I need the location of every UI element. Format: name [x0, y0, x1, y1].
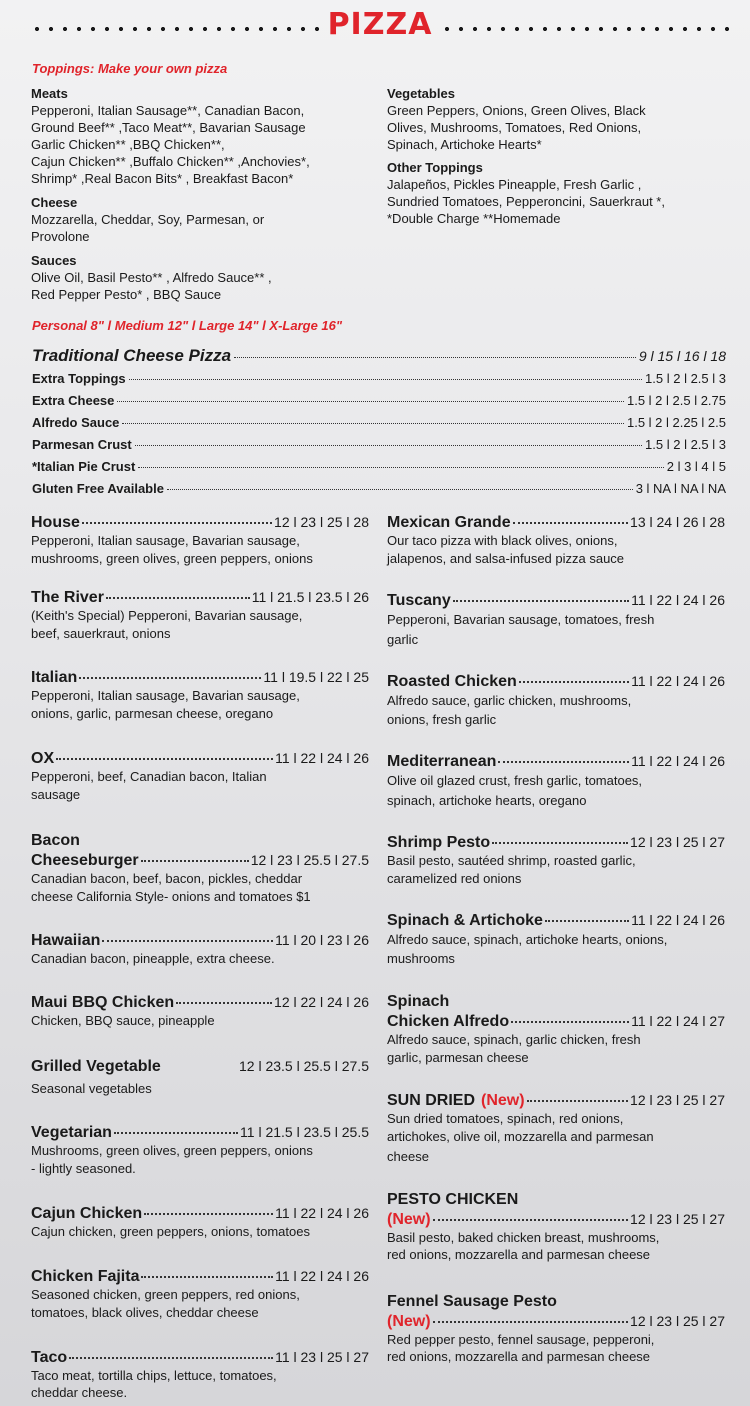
- pizza-name: Tuscany: [387, 592, 451, 609]
- page-title: PIZZA: [327, 6, 433, 42]
- pizza-name: OX: [31, 750, 55, 767]
- meats-line: Shrimp* ,Real Bacon Bits* , Breakfast Bacon*: [31, 171, 294, 186]
- extra-label: Gluten Free Available: [32, 481, 164, 496]
- pizza-price: 11 l 22 l 24 l 27: [631, 1013, 725, 1029]
- vegetables-line: Spinach, Artichoke Hearts*: [387, 137, 542, 152]
- pizza-price: 12 l 23 l 25 l 27: [630, 1092, 725, 1108]
- pizza-item-pesto-chicken: [387, 1189, 725, 1263]
- pizza-item-hawaiian: [31, 932, 369, 968]
- dotted-leader: [106, 597, 250, 599]
- pizza-name: Vegetarian: [31, 1124, 112, 1141]
- vegetables-line: Olives, Mushrooms, Tomatoes, Red Onions,: [387, 120, 642, 135]
- pizza-price: 11 l 22 l 24 l 26: [275, 1268, 369, 1284]
- pizza-desc-line: Pepperoni, beef, Canadian bacon, Italian: [31, 769, 267, 784]
- pizza-desc-line: Seasonal vegetables: [31, 1081, 152, 1096]
- dotted-leader: [545, 920, 629, 922]
- dotted-leader: [433, 1219, 628, 1221]
- pizza-item-roasted-chicken: [387, 673, 725, 729]
- pizza-desc-line: spinach, artichoke hearts, oregano: [387, 793, 587, 808]
- pizza-name: Mediterranean: [387, 753, 497, 770]
- pizza-name: The River: [31, 589, 104, 606]
- pizza-name: Italian: [31, 669, 78, 686]
- pizza-item-grilled-vegetable: [31, 1058, 369, 1098]
- pizza-price: 11 l 20 l 23 l 26: [275, 932, 369, 948]
- vegetables-line: Green Peppers, Onions, Green Olives, Black: [387, 103, 646, 118]
- dotted-leader: [527, 1100, 628, 1102]
- pizza-price: 12 l 23 l 25.5 l 27.5: [250, 852, 369, 868]
- cheese-line: Mozzarella, Cheddar, Soy, Parmesan, or: [31, 212, 265, 227]
- pizza-desc-line: beef, sauerkraut, onions: [31, 626, 171, 641]
- vegetables-list: [387, 102, 732, 153]
- extra-label: *Italian Pie Crust: [32, 459, 136, 474]
- pizza-item-tuscany: [387, 592, 725, 650]
- pizza-desc-line: Chicken, BBQ sauce, pineapple: [31, 1013, 215, 1028]
- pizza-desc-line: Cajun chicken, green peppers, onions, tomatoes: [31, 1224, 310, 1239]
- pizza-desc-line: Basil pesto, sautéed shrimp, roasted garlic,: [387, 853, 636, 868]
- pizza-name: Spinach & Artichoke: [387, 912, 543, 929]
- sauces-heading: Sauces: [31, 253, 77, 268]
- dotted-leader: [114, 1132, 238, 1134]
- pizza-item-the-river: [31, 589, 369, 643]
- dotted-leader: [492, 842, 628, 844]
- dotted-leader: [513, 522, 628, 524]
- toppings-right-column: [387, 85, 732, 227]
- extra-row: [32, 459, 726, 474]
- pizza-desc-line: Canadian bacon, pineapple, extra cheese.: [31, 951, 275, 966]
- extra-price: 1.5 l 2 l 2.25 l 2.5: [626, 415, 726, 430]
- dotted-leader: [511, 1021, 629, 1023]
- pizza-desc-line: Mushrooms, green olives, green peppers, onions: [31, 1143, 313, 1158]
- dotted-leader: [79, 677, 261, 679]
- new-badge: (New): [387, 1313, 431, 1330]
- pizza-price: 12 l 23 l 25 l 27: [630, 1211, 725, 1227]
- pizza-desc-line: Red pepper pesto, fennel sausage, pepperoni,: [387, 1332, 655, 1347]
- pizza-item-italian: [31, 669, 369, 723]
- pizza-item-mediterranean: [387, 753, 725, 811]
- pizza-name: Mexican Grande: [387, 514, 511, 531]
- pizza-desc-line: Olive oil glazed crust, fresh garlic, tomatoes,: [387, 773, 643, 788]
- meats-line: Ground Beef** ,Taco Meat**, Bavarian Sausage: [31, 120, 306, 135]
- extra-row: [32, 393, 726, 408]
- dotted-leader: [69, 1357, 273, 1359]
- dotted-leader: [234, 357, 636, 358]
- extra-label: Extra Cheese: [32, 393, 115, 408]
- extra-price: 3 l NA l NA l NA: [635, 481, 726, 496]
- pizza-desc-line: mushrooms, green olives, green peppers, onions: [31, 551, 313, 566]
- pizza-desc-line: Alfredo sauce, spinach, garlic chicken, fresh: [387, 1032, 641, 1047]
- pizza-name: PESTO CHICKEN: [387, 1191, 519, 1208]
- dotted-rule-left: [30, 26, 320, 32]
- pizza-desc-line: onions, fresh garlic: [387, 712, 497, 727]
- extra-label: Alfredo Sauce: [32, 415, 120, 430]
- pizza-desc-line: Alfredo sauce, spinach, artichoke hearts, onions,: [387, 932, 668, 947]
- pizza-price: 13 l 24 l 26 l 28: [630, 514, 725, 530]
- pizza-desc-line: - lightly seasoned.: [31, 1161, 136, 1176]
- pizza-price: 11 l 22 l 24 l 26: [631, 673, 725, 689]
- pizza-desc-line: Canadian bacon, beef, bacon, pickles, cheddar: [31, 871, 303, 886]
- extra-label: Extra Toppings: [32, 371, 126, 386]
- meats-line: Garlic Chicken** ,BBQ Chicken**,: [31, 137, 225, 152]
- dotted-leader: [167, 489, 633, 490]
- pizza-desc-line: garlic: [387, 632, 419, 647]
- pizza-desc-line: Pepperoni, Bavarian sausage, tomatoes, fresh: [387, 612, 655, 627]
- dotted-leader: [141, 1276, 273, 1278]
- extra-row: [32, 437, 726, 452]
- pizza-name: House: [31, 514, 80, 531]
- meats-line: Pepperoni, Italian Sausage**, Canadian Bacon,: [31, 103, 305, 118]
- pizza-price: 12 l 22 l 24 l 26: [274, 994, 369, 1010]
- pizza-item-cajun-chicken: [31, 1205, 369, 1241]
- dotted-leader: [453, 600, 629, 602]
- pizza-price: 11 l 22 l 24 l 26: [631, 753, 725, 769]
- pizza-item-spinach-artichoke: [387, 912, 725, 968]
- cheese-line: Provolone: [31, 229, 90, 244]
- pizza-desc-line: Seasoned chicken, green peppers, red onions,: [31, 1287, 300, 1302]
- pizza-desc-line: garlic, parmesan cheese: [387, 1050, 529, 1065]
- pizza-desc-line: red onions, mozzarella and parmesan cheese: [387, 1247, 651, 1262]
- pizza-price: 11 l 21.5 l 23.5 l 26: [251, 589, 369, 605]
- pizza-desc-line: cheese California Style- onions and tomatoes $1: [31, 889, 311, 904]
- pizza-item-ox: [31, 750, 369, 804]
- pizza-name: Cajun Chicken: [31, 1205, 143, 1222]
- pizza-price: 11 l 22 l 24 l 26: [275, 1205, 369, 1221]
- extra-price: 2 l 3 l 4 l 5: [666, 459, 726, 474]
- pizza-desc-line: Pepperoni, Italian sausage, Bavarian sausage,: [31, 533, 300, 548]
- pizza-price: 12 l 23.5 l 25.5 l 27.5: [239, 1058, 369, 1074]
- pizza-item-spinach-chicken-alfredo: [387, 991, 725, 1067]
- other-toppings-list: [387, 176, 732, 227]
- pizza-item-maui-bbq-chicken: [31, 994, 369, 1030]
- pizza-desc-line: Our taco pizza with black olives, onions,: [387, 533, 618, 548]
- pizza-item-house: [31, 514, 369, 568]
- extra-row: [32, 415, 726, 430]
- pizza-item-fennel-sausage-pesto: [387, 1291, 725, 1365]
- pizza-price: 11 l 23 l 25 l 27: [275, 1349, 369, 1365]
- dotted-rule-right: [440, 26, 730, 32]
- pizza-name: Bacon: [31, 832, 80, 849]
- pizza-price: 11 l 19.5 l 22 l 25: [263, 669, 369, 685]
- pizza-desc-line: (Keith's Special) Pepperoni, Bavarian sausage,: [31, 608, 303, 623]
- extra-price: 1.5 l 2 l 2.5 l 2.75: [626, 393, 726, 408]
- new-badge: (New): [387, 1211, 431, 1228]
- dotted-leader: [129, 379, 642, 380]
- extra-row: [32, 371, 726, 386]
- pizza-desc-line: Taco meat, tortilla chips, lettuce, tomatoes,: [31, 1368, 277, 1383]
- other-toppings-line: *Double Charge **Homemade: [387, 211, 561, 226]
- pizza-desc-line: red onions, mozzarella and parmesan cheese: [387, 1349, 651, 1364]
- pizza-price: 11 l 22 l 24 l 26: [631, 592, 725, 608]
- sauces-line: Olive Oil, Basil Pesto** , Alfredo Sauce** ,: [31, 270, 272, 285]
- pizza-desc-line: jalapenos, and salsa-infused pizza sauce: [387, 551, 625, 566]
- pizza-name: Fennel Sausage Pesto: [387, 1293, 557, 1310]
- base-pizza-label: Traditional Cheese Pizza: [32, 346, 232, 365]
- extra-price: 1.5 l 2 l 2.5 l 3: [645, 371, 726, 386]
- other-toppings-line: Sundried Tomatoes, Pepperoncini, Sauerkraut *,: [387, 194, 665, 209]
- pizza-item-mexican-grande: [387, 514, 725, 568]
- pizza-desc-line: tomatoes, black olives, cheddar cheese: [31, 1305, 259, 1320]
- dotted-leader: [135, 445, 642, 446]
- pizza-desc-line: cheese: [387, 1149, 429, 1164]
- pizza-price: 12 l 23 l 25 l 27: [630, 1313, 725, 1329]
- pizza-desc-line: artichokes, olive oil, mozzarella and parmesan: [387, 1129, 654, 1144]
- dotted-leader: [144, 1213, 273, 1215]
- pizza-name: Chicken Fajita: [31, 1268, 140, 1285]
- other-toppings-heading: Other Toppings: [387, 160, 483, 175]
- pizza-price: 11 l 22 l 24 l 26: [631, 912, 725, 928]
- pizza-desc-line: cheddar cheese.: [31, 1385, 128, 1400]
- vegetables-heading: Vegetables: [387, 86, 455, 101]
- pizza-name: Grilled Vegetable: [31, 1058, 161, 1075]
- pizza-name: SUN DRIED: [387, 1092, 476, 1109]
- dotted-leader: [498, 761, 629, 763]
- toppings-heading: Toppings: Make your own pizza: [32, 61, 228, 76]
- dotted-leader: [117, 401, 624, 402]
- pizza-item-taco: [31, 1349, 369, 1401]
- pizza-name-line2: Chicken Alfredo: [387, 1013, 510, 1030]
- pizza-desc-line: Pepperoni, Italian sausage, Bavarian sausage,: [31, 688, 300, 703]
- pizza-desc-line: onions, garlic, parmesan cheese, oregano: [31, 706, 274, 721]
- meats-list: [31, 102, 376, 187]
- base-pizza-price: 9 l 15 l 16 l 18: [638, 348, 726, 364]
- dotted-leader: [176, 1002, 272, 1004]
- dotted-leader: [102, 940, 273, 942]
- pizza-name: Maui BBQ Chicken: [31, 994, 175, 1011]
- sauces-list: [31, 269, 376, 303]
- pizza-name: Taco: [31, 1349, 68, 1366]
- pizza-desc-line: sausage: [31, 787, 81, 802]
- dotted-leader: [56, 758, 273, 760]
- meats-line: Cajun Chicken** ,Buffalo Chicken** ,Anchovies*,: [31, 154, 310, 169]
- sauces-line: Red Pepper Pesto* , BBQ Sauce: [31, 287, 222, 302]
- cheese-heading: Cheese: [31, 195, 78, 210]
- pizza-item-sun-dried: [387, 1092, 725, 1166]
- dotted-leader: [433, 1321, 628, 1323]
- pizza-name-line2: Cheeseburger: [31, 852, 139, 869]
- title-row: [30, 6, 730, 42]
- dotted-leader: [138, 467, 663, 468]
- extra-label: Parmesan Crust: [32, 437, 132, 452]
- sizes-line: Personal 8" l Medium 12" l Large 14" l X-Large 16": [32, 318, 343, 333]
- dotted-leader: [141, 860, 249, 862]
- pizza-name: Shrimp Pesto: [387, 834, 491, 851]
- pizza-desc-line: Alfredo sauce, garlic chicken, mushrooms,: [387, 693, 632, 708]
- cheese-list: [31, 211, 376, 245]
- pizza-name: Roasted Chicken: [387, 673, 517, 690]
- dotted-leader: [82, 522, 272, 524]
- pizza-desc-line: Sun dried tomatoes, spinach, red onions,: [387, 1111, 624, 1126]
- extra-price: 1.5 l 2 l 2.5 l 3: [645, 437, 726, 452]
- pizza-desc-line: caramelized red onions: [387, 871, 522, 886]
- base-pizza-row: [32, 346, 726, 366]
- new-badge: (New): [481, 1092, 525, 1109]
- pizza-desc-line: mushrooms: [387, 951, 455, 966]
- pizza-item-shrimp-pesto: [387, 834, 725, 888]
- pizza-item-vegetarian: [31, 1124, 369, 1178]
- dotted-leader: [519, 681, 629, 683]
- toppings-left-column: [31, 85, 376, 303]
- pizza-item-chicken-fajita: [31, 1268, 369, 1322]
- pizza-name: Hawaiian: [31, 932, 101, 949]
- pizza-item-bacon-cheeseburger: [31, 830, 369, 906]
- pizza-price: 12 l 23 l 25 l 28: [274, 514, 369, 530]
- pizza-price: 11 l 21.5 l 23.5 l 25.5: [240, 1124, 369, 1140]
- dotted-leader: [122, 423, 624, 424]
- other-toppings-line: Jalapeños, Pickles Pineapple, Fresh Garlic ,: [387, 177, 642, 192]
- pizza-price: 12 l 23 l 25 l 27: [630, 834, 725, 850]
- extra-row: [32, 481, 726, 496]
- pizza-desc-line: Basil pesto, baked chicken breast, mushrooms,: [387, 1230, 660, 1245]
- pizza-name: Spinach: [387, 993, 450, 1010]
- meats-heading: Meats: [31, 86, 68, 101]
- pizza-price: 11 l 22 l 24 l 26: [275, 750, 369, 766]
